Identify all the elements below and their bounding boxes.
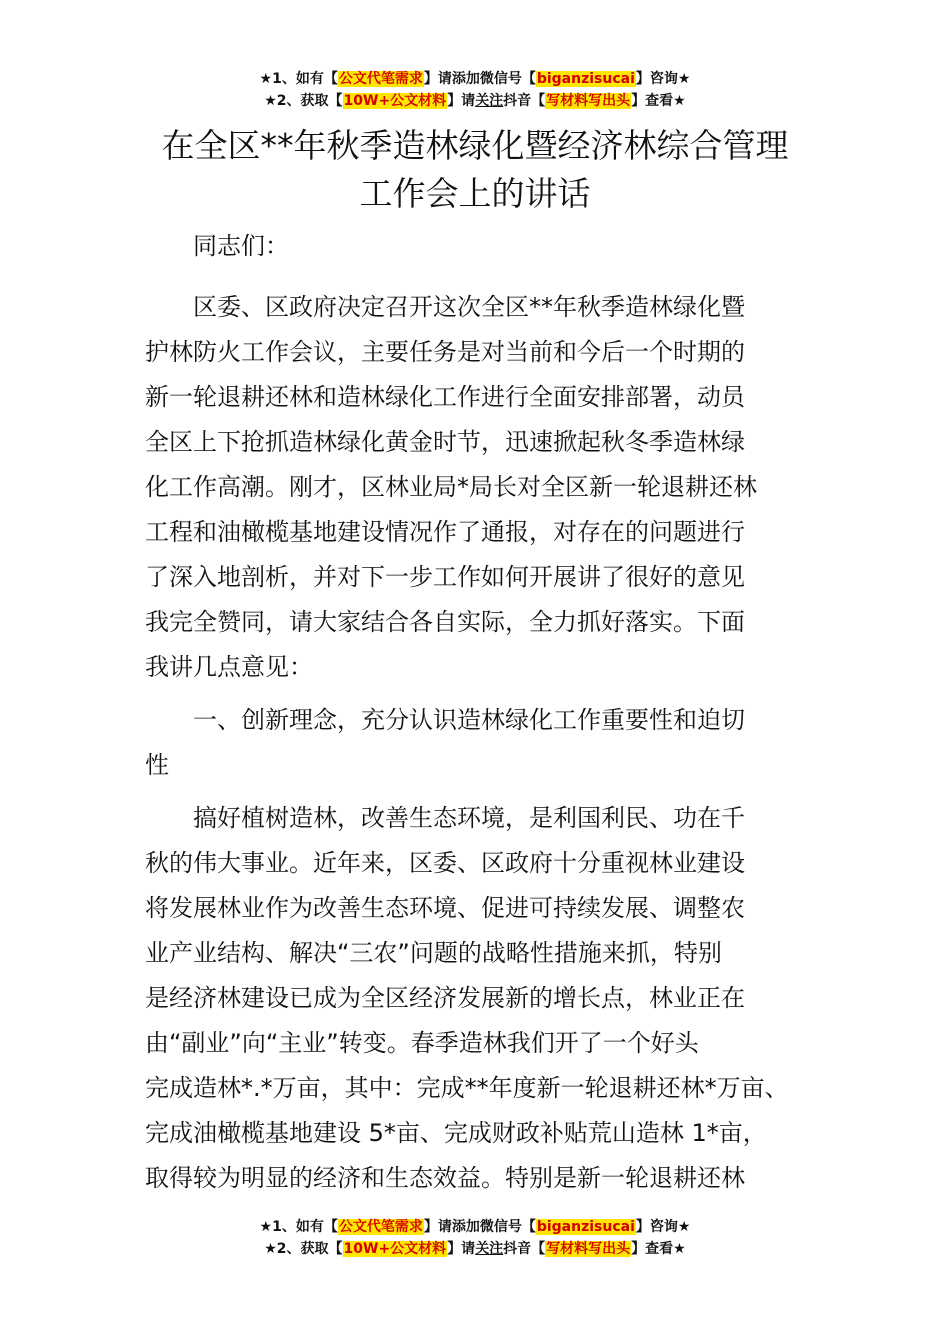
paragraph bbox=[145, 285, 815, 690]
header-banner bbox=[0, 68, 950, 112]
banner-highlight: 写材料写出头 bbox=[546, 1241, 631, 1257]
banner-line-1: ★1、如有【公文代笔需求】请添加微信号【biganzisucai】咨询★ bbox=[259, 1219, 691, 1235]
text-line: 护林防火工作会议，主要任务是对当前和今后一个时期的 bbox=[145, 338, 745, 366]
document-title bbox=[100, 122, 850, 218]
title-line: 在全区**年秋季造林绿化暨经济林综合管理 bbox=[161, 126, 789, 165]
banner-highlight: biganzisucai bbox=[536, 1219, 635, 1235]
banner-emphasis: 关注 bbox=[475, 1241, 504, 1257]
text-line: 区委、区政府决定召开这次全区**年秋季造林绿化暨 bbox=[193, 293, 745, 321]
text-line: 将发展林业作为改善生态环境、促进可持续发展、调整农 bbox=[145, 894, 745, 922]
title-line: 工作会上的讲话 bbox=[359, 174, 591, 213]
text-line: 新一轮退耕还林和造林绿化工作进行全面安排部署，动员 bbox=[145, 383, 745, 411]
text-line: 了深入地剖析，并对下一步工作如何开展讲了很好的意见 bbox=[145, 563, 745, 591]
text-line: 由“副业”向“主业”转变。春季造林我们开了一个好头 bbox=[145, 1029, 699, 1057]
text-line: 完成造林*.*万亩，其中：完成**年度新一轮退耕还林*万亩、 bbox=[145, 1074, 789, 1102]
document-body bbox=[145, 224, 815, 1209]
banner-highlight: 公文代笔需求 bbox=[338, 71, 423, 87]
banner-emphasis: 添加 bbox=[451, 1219, 480, 1235]
text-line: 全区上下抢抓造林绿化黄金时节，迅速掀起秋冬季造林绿 bbox=[145, 428, 745, 456]
banner-line-1: ★1、如有【公文代笔需求】请添加微信号【biganzisucai】咨询★ bbox=[259, 71, 691, 87]
banner-emphasis: 添加 bbox=[451, 71, 480, 87]
text-line: 工程和油橄榄基地建设情况作了通报，对存在的问题进行 bbox=[145, 518, 745, 546]
text-line: 我讲几点意见： bbox=[145, 653, 313, 681]
text-line: 是经济林建设已成为全区经济发展新的增长点，林业正在 bbox=[145, 984, 745, 1012]
text-line: 化工作高潮。刚才，区林业局*局长对全区新一轮退耕还林 bbox=[145, 473, 757, 501]
banner-highlight: biganzisucai bbox=[536, 71, 635, 87]
text-line: 秋的伟大事业。近年来，区委、区政府十分重视林业建设 bbox=[145, 849, 745, 877]
text-line: 取得较为明显的经济和生态效益。特别是新一轮退耕还林 bbox=[145, 1164, 745, 1192]
text-line: 搞好植树造林，改善生态环境，是利国利民、功在千 bbox=[193, 804, 745, 832]
text-line: 完成油橄榄基地建设 5*亩、完成财政补贴荒山造林 1*亩， bbox=[145, 1119, 767, 1147]
banner-emphasis: 关注 bbox=[475, 93, 504, 109]
paragraph bbox=[145, 796, 815, 1201]
banner-line-2: ★2、获取【10W+公文材料】请关注抖音【写材料写出头】查看★ bbox=[264, 1241, 686, 1257]
text-line: 我完全赞同，请大家结合各自实际，全力抓好落实。下面 bbox=[145, 608, 745, 636]
banner-highlight: 10W+公文材料 bbox=[343, 93, 447, 109]
banner-highlight: 写材料写出头 bbox=[546, 93, 631, 109]
footer-banner bbox=[0, 1216, 950, 1260]
banner-line-2: ★2、获取【10W+公文材料】请关注抖音【写材料写出头】查看★ bbox=[264, 93, 686, 109]
banner-highlight: 公文代笔需求 bbox=[338, 1219, 423, 1235]
banner-highlight: 10W+公文材料 bbox=[343, 1241, 447, 1257]
text-line: 业产业结构、解决“三农”问题的战略性措施来抓，特别 bbox=[145, 939, 722, 967]
salutation: 同志们： bbox=[193, 232, 289, 260]
text-line: 一、创新理念，充分认识造林绿化工作重要性和迫切 bbox=[193, 706, 745, 734]
section-heading bbox=[145, 698, 815, 788]
text-line: 性 bbox=[145, 751, 169, 779]
